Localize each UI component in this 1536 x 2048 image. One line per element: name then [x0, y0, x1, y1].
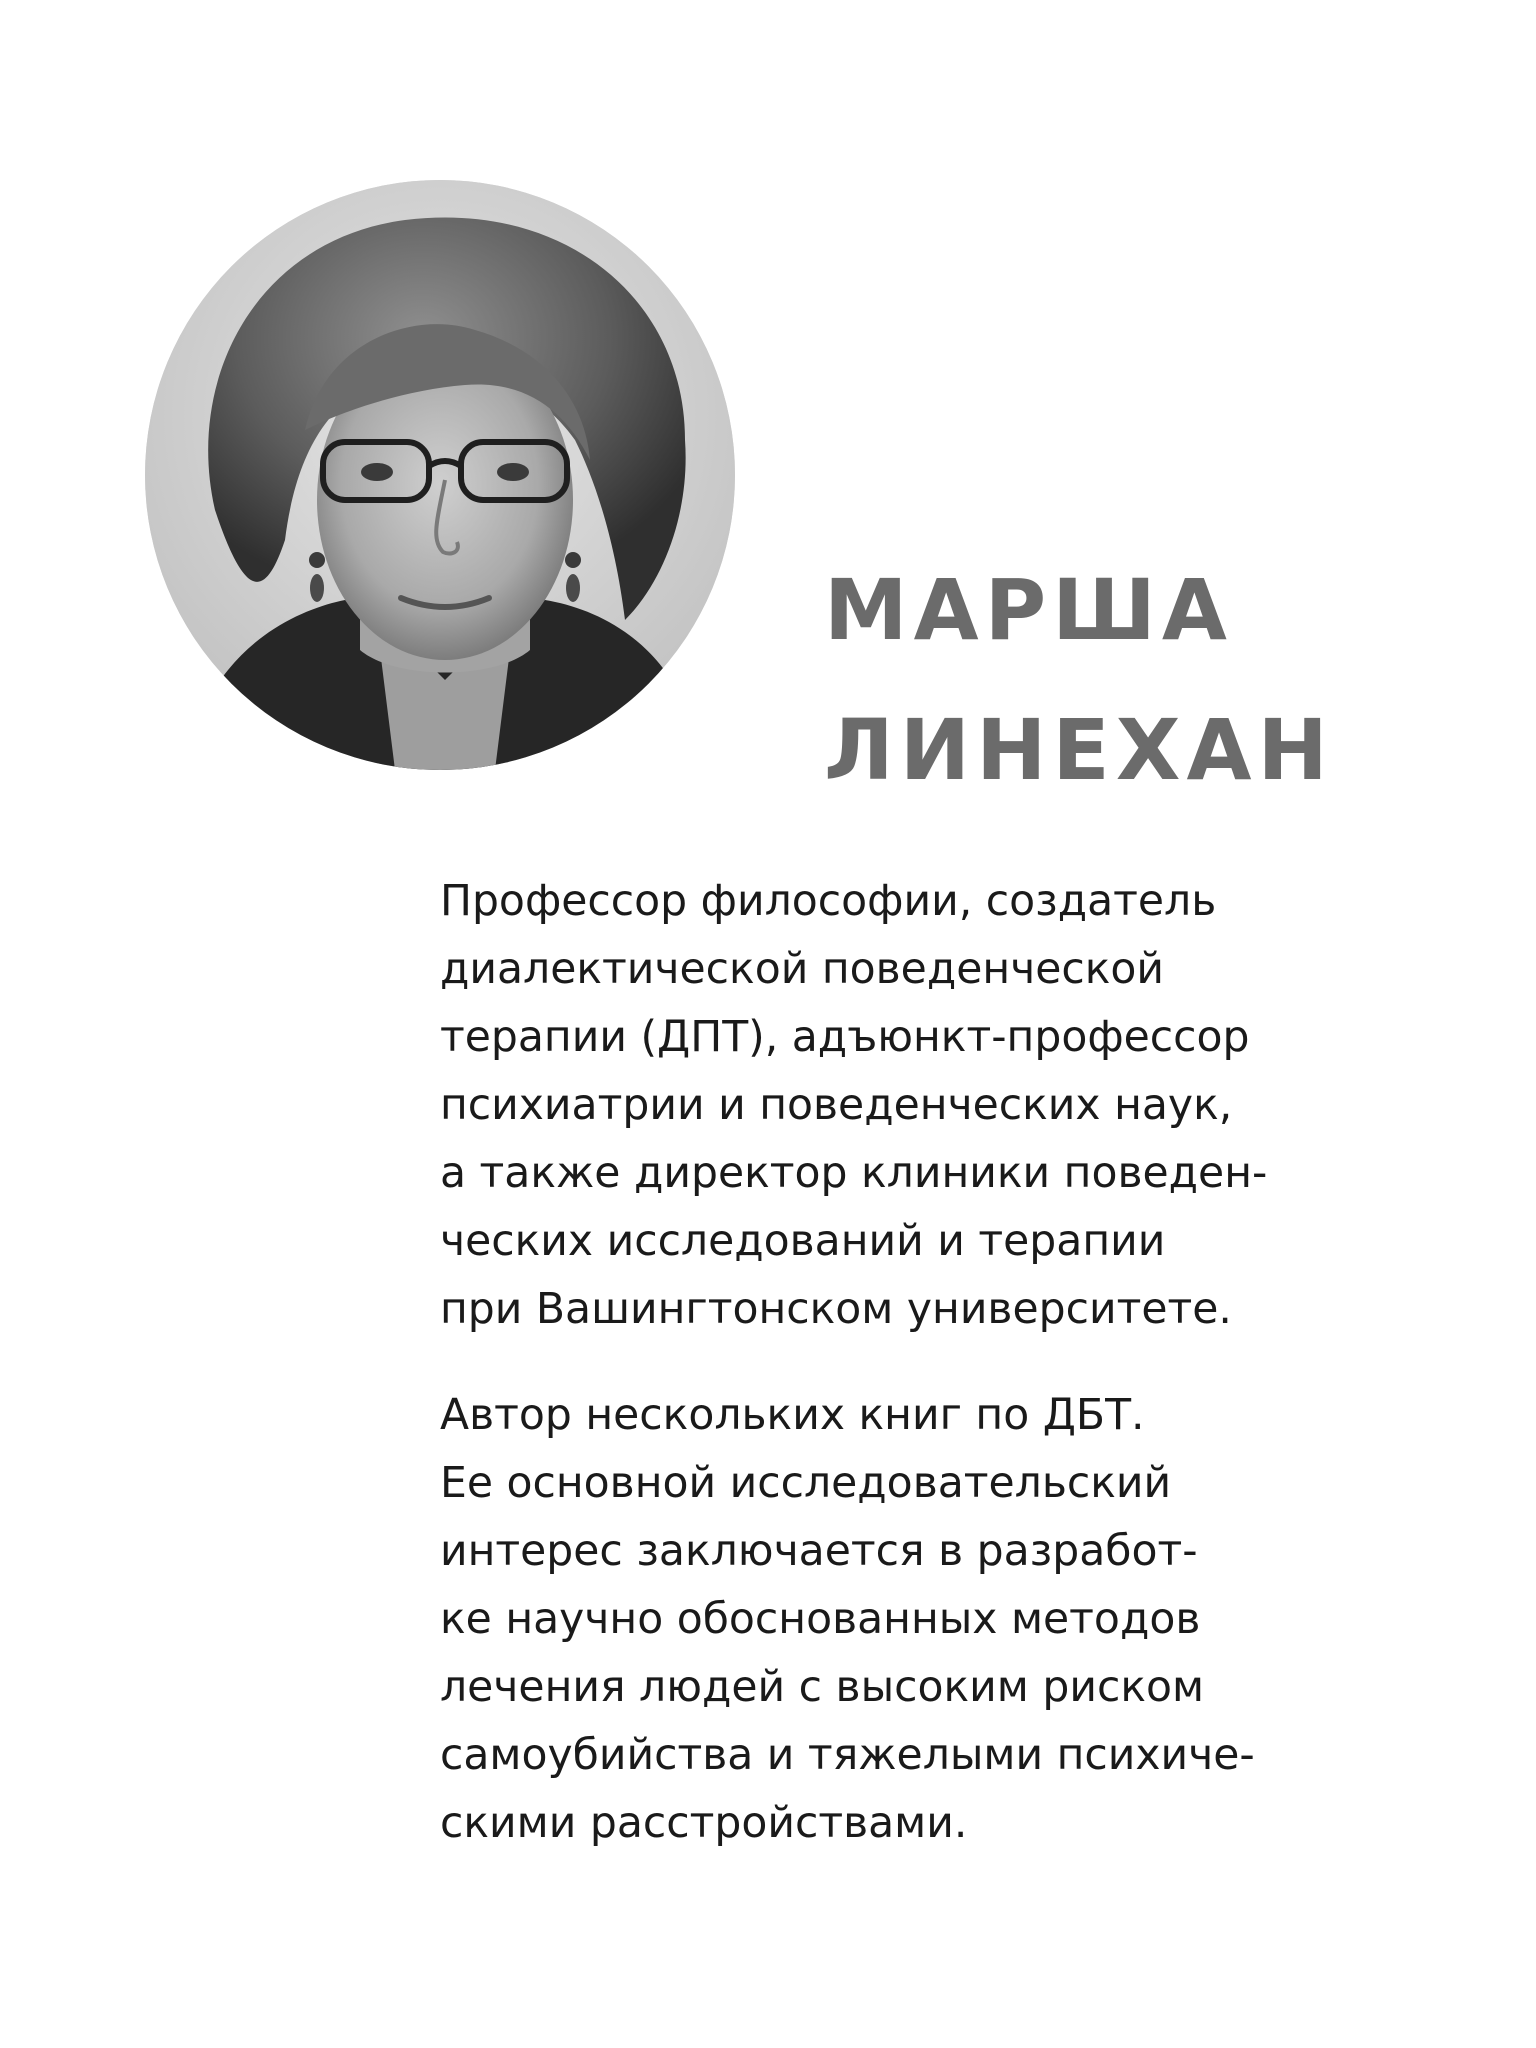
bio-line: психиатрии и поведенческих наук,: [440, 1081, 1233, 1130]
bio-line: ке научно обоснованных методов: [440, 1595, 1201, 1644]
bio-line: Ее основной исследовательский: [440, 1459, 1172, 1508]
author-name-heading: [824, 540, 1334, 820]
bio-line: ческих исследований и терапии: [440, 1217, 1166, 1266]
bio-line: при Вашингтонском университете.: [440, 1285, 1232, 1334]
bio-line: самоубийства и тяжелыми психиче-: [440, 1731, 1255, 1780]
author-portrait-photo: [145, 180, 735, 770]
bio-line: лечения людей с высоким риском: [440, 1663, 1205, 1712]
bio-paragraph-position: [440, 868, 1490, 1344]
bio-paragraph-research: [440, 1382, 1490, 1858]
bio-line: Автор нескольких книг по ДБТ.: [440, 1391, 1145, 1440]
bio-line: а также директор клиники поведен-: [440, 1149, 1268, 1198]
author-last-name: ЛИНЕХАН: [824, 701, 1334, 799]
author-first-name: МАРША: [824, 561, 1233, 659]
bio-line: диалектической поведенческой: [440, 945, 1165, 994]
bio-line: скими расстройствами.: [440, 1799, 968, 1848]
author-bio: [440, 868, 1490, 1858]
bio-line: терапии (ДПТ), адъюнкт-профессор: [440, 1013, 1250, 1062]
bio-line: Профессор философии, создатель: [440, 877, 1217, 926]
bio-line: интерес заключается в разработ-: [440, 1527, 1198, 1576]
